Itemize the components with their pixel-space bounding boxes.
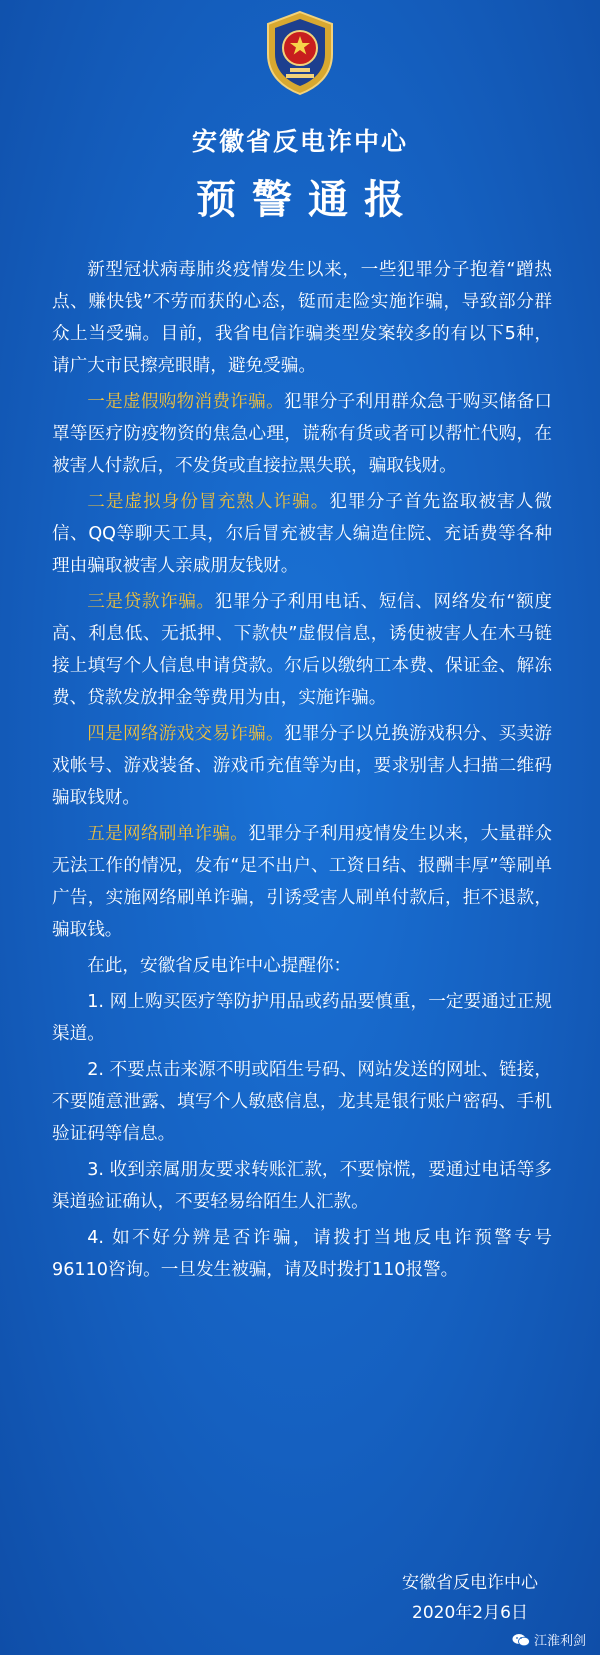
scam-item bbox=[52, 718, 552, 814]
scam-text: 犯罪分子利用电话、短信、网络发布“额度高、利息低、无抵押、下款快”虚假信息，诱使被害人在木马链接上填写个人信息申请贷款。尔后以缴纳工本费、保证金、解冻费、贷款发放押金等费用为由，实施诈骗。 bbox=[52, 592, 552, 708]
scam-heading: 二是虚拟身份冒充熟人诈骗。 bbox=[87, 492, 330, 512]
scam-heading: 五是网络刷单诈骗。 bbox=[87, 824, 249, 844]
tip-item: 4. 如不好分辨是否诈骗，请拨打当地反电诈预警专号96110咨询。一旦发生被骗，请及时拨打110报警。 bbox=[52, 1228, 552, 1280]
watermark-text: 江淮利剑 bbox=[533, 1634, 586, 1649]
police-emblem-icon bbox=[262, 10, 338, 96]
signature-org: 安徽省反电诈中心 bbox=[402, 1573, 538, 1593]
scam-heading: 一是虚假购物消费诈骗。 bbox=[87, 392, 284, 412]
page-title: 预警通报 bbox=[196, 177, 420, 223]
signature-block bbox=[402, 1568, 538, 1628]
intro-paragraph: 新型冠状病毒肺炎疫情发生以来，一些犯罪分子抱着“蹭热点、赚快钱”不劳而获的心态，铤而走险实施诈骗，导致部分群众上当受骗。目前，我省电信诈骗类型发案较多的有以下5种，请广大市民擦亮眼睛，避免受骗。 bbox=[52, 260, 552, 376]
tip-item: 1. 网上购买医疗等防护用品或药品要慎重，一定要通过正规渠道。 bbox=[52, 992, 552, 1044]
reminder-intro: 在此，安徽省反电诈中心提醒你： bbox=[87, 956, 352, 976]
scam-item bbox=[52, 818, 552, 946]
scam-text: 犯罪分子以兑换游戏积分、买卖游戏帐号、游戏装备、游戏币充值等为由，要求别害人扫描二维码骗取钱财。 bbox=[52, 724, 552, 808]
tip-item: 2. 不要点击来源不明或陌生号码、网站发送的网址、链接，不要随意泄露、填写个人敏感信息，龙其是银行账户密码、手机验证码等信息。 bbox=[52, 1060, 552, 1144]
watermark bbox=[512, 1630, 586, 1649]
scam-text: 犯罪分子利用疫情发生以来，大量群众无法工作的情况，发布“足不出户、工资日结、报酬丰厚”等刷单广告，实施网络刷单诈骗，引诱受害人刷单付款后，拒不退款，骗取钱。 bbox=[52, 824, 552, 940]
scam-heading: 三是贷款诈骗。 bbox=[87, 592, 215, 612]
wechat-icon bbox=[512, 1633, 530, 1647]
scam-text: 犯罪分子利用群众急于购买储备口罩等医疗防疫物资的焦急心理，谎称有货或者可以帮忙代购，在被害人付款后，不发货或直接拉黑失联，骗取钱财。 bbox=[52, 392, 552, 476]
tip-item: 3. 收到亲属朋友要求转账汇款，不要惊慌，要通过电话等多渠道验证确认，不要轻易给陌生人汇款。 bbox=[52, 1160, 552, 1212]
scam-item bbox=[52, 486, 552, 582]
scam-item bbox=[52, 386, 552, 482]
header-org: 安徽省反电诈中心 bbox=[191, 127, 408, 156]
scam-heading: 四是网络游戏交易诈骗。 bbox=[87, 724, 284, 744]
notice-body bbox=[52, 254, 552, 1290]
scam-text: 犯罪分子首先盗取被害人微信、QQ等聊天工具，尔后冒充被害人编造住院、充话费等各种理由骗取被害人亲戚朋友钱财。 bbox=[52, 492, 552, 576]
scam-item bbox=[52, 586, 552, 714]
signature-date: 2020年2月6日 bbox=[412, 1603, 528, 1623]
